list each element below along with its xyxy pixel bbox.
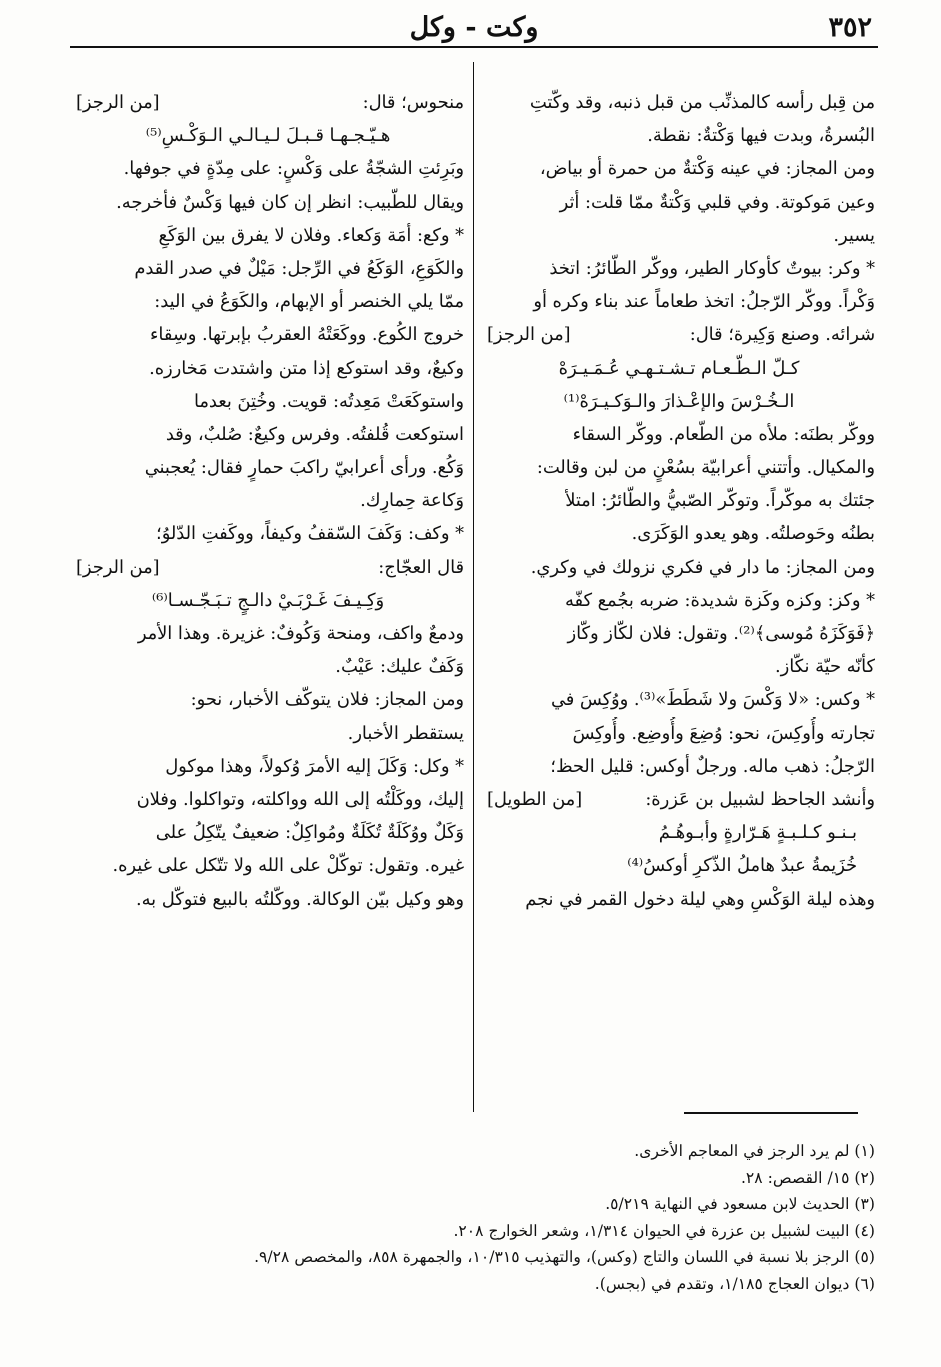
line-text: وَكَلٌ ووُكَلَةٌ تُكَلَةٌ ومُواكِلٌ: ضعيفٌ يتّكِلُ على <box>155 822 464 844</box>
line-text: * وكس: «لا وَكْسَ ولا شَطَطَ»⁽³⁾. ووُكِسَ في <box>550 689 875 711</box>
text-line <box>72 650 464 683</box>
text-line <box>483 717 875 750</box>
line-text: وبَرِئتِ الشجّةُ على وَكْسٍ: على مِدّةٍ في جوفها. <box>123 158 464 180</box>
text-line <box>483 252 875 285</box>
line-text: والكَوَعِ، الوَكَعُ في الرِّجل: مَيْلٌ في صدر القدم <box>134 257 464 279</box>
line-text: وعين مَوكوتة. وفي قلبي وَكْتةٌ ممّا قلت: أثر <box>559 191 875 213</box>
line-text: وَكِـيـفَ غَـرْبَـيْ دالـجٍ تـبَـجّـسـا⁽⁶⁾ <box>151 589 385 611</box>
footnote-item: (٣) الحديث لابن مسعود في النهاية ٥/٢١٩. <box>605 1195 875 1214</box>
footnote-rule <box>684 1112 858 1114</box>
text-line <box>72 517 464 550</box>
text-line <box>72 883 464 916</box>
text-line <box>72 717 464 750</box>
line-text: * وكع: أمَة وَكعاء. وفلان لا يفرق بين الوَكَعِ <box>158 224 464 246</box>
text-line <box>483 451 875 484</box>
footnote-item: (٤) البيت لشبيل بن عزرة في الحيوان ١/٣١٤، وشعر الخوارج ٢٠٨. <box>453 1221 875 1240</box>
line-text: وَكُع. ورأى أعرابيّ راكبَ حمارٍ فقال: يُعجبني <box>144 457 464 479</box>
verse-line <box>72 584 464 617</box>
text-line <box>72 816 464 849</box>
text-line <box>483 418 875 451</box>
verse-line <box>483 352 875 385</box>
verse-line <box>483 816 875 849</box>
text-line <box>72 683 464 716</box>
line-text: ومن المجاز: فلان يتوكّف الأخبار، نحو: <box>190 689 464 711</box>
line-text: منحوس؛ قال: <box>362 92 464 113</box>
text-line <box>483 617 875 650</box>
line-text: وَكْراً. ووكّر الرّجلُ: اتخذ طعاماً عند بناء وكره أو <box>533 291 875 313</box>
page-header <box>70 8 878 48</box>
line-text: بطنُه وحَوصلتُه. وهو يعدو الوَكَرَى. <box>631 523 875 545</box>
line-text: شرائه. وصنع وَكِيرة؛ قال: <box>689 324 875 346</box>
line-text: جئتك به موكّراً. وتوكّر الصّبيُّ والطّائرُ: امتلأ <box>565 490 875 512</box>
text-line <box>72 783 464 816</box>
text-line <box>72 186 464 219</box>
line-text: وهو وكيل بيّن الوكالة. ووكّلتُه بالبيع فتوكّل به. <box>136 888 464 910</box>
text-line <box>72 352 464 385</box>
text-line <box>72 418 464 451</box>
line-text: ومن المجاز: في عينه وَكْتةٌ من حمرة أو بياض، <box>539 158 875 180</box>
line-text: ودمعٌ واكف، ومنحة وَكُوفٌ: غزيرة. وهذا الأمر <box>137 623 464 644</box>
text-line <box>483 750 875 783</box>
meter-label: [من الرجز] <box>487 324 571 346</box>
line-text: * وكل: وَكَلَ إليه الأمرَ وُكولاً، وهذا موكول <box>165 755 464 777</box>
right-column <box>483 86 875 916</box>
text-line <box>72 219 464 252</box>
meter-label: [من الطويل] <box>487 788 583 810</box>
text-line <box>483 883 875 916</box>
text-line <box>72 385 464 418</box>
line-text: وهذه ليلة الوَكْسِ وهي ليلة دخول القمر في نجم <box>525 888 875 910</box>
footnote-item: (٢) ١٥/ القصص: ٢٨. <box>740 1168 875 1187</box>
line-text: الـخُـرْسَ والإعْـذارَ والـوَكـيـرَهْ⁽¹⁾ <box>563 390 795 412</box>
text-line <box>72 318 464 351</box>
line-text: كـلّ الـطّـعـام تـشـتـهـي عُـمَـيـرَهْ <box>558 357 800 379</box>
line-text: * وكف: وَكَفَ السّقفُ وكيفاً، ووكَفتِ الدّلوُ؛ <box>156 523 464 545</box>
line-text: ومن المجاز: ما دار في فكري نزولك في وكري. <box>530 556 875 578</box>
verse-line <box>72 119 464 152</box>
line-text: غيره. وتقول: توكّلْ على الله ولا تتّكل على غيره. <box>112 855 464 877</box>
text-line <box>72 849 464 882</box>
page-number: ٣٥٢ <box>828 12 872 43</box>
text-line <box>72 252 464 285</box>
text-line <box>483 318 875 351</box>
line-text: بـنـو كـلـبـةٍ هَـرّارةٍ وأبـوهُـمُ <box>658 822 857 844</box>
footnote-item: (١) لم يرد الرجز في المعاجم الأخرى. <box>634 1142 875 1160</box>
text-line <box>483 285 875 318</box>
text-line <box>483 551 875 584</box>
text-line <box>483 86 875 119</box>
line-text: * وكر: بيوتٌ كأوكار الطير، ووكّر الطّائرُ: اتخذ <box>549 257 875 279</box>
line-text: خُزَيمةُ عبدٌ هاملُ الذّكرِ أوكسُ⁽⁴⁾ <box>627 855 857 877</box>
text-line <box>72 152 464 185</box>
line-text: استوكعت قُلفتُه. وفرس وكيعٌ: صُلبٌ، وقد <box>165 423 464 445</box>
meter-label: [من الرجز] <box>76 556 160 578</box>
line-text: وَكَفٌ عليك: عَيْبٌ. <box>335 656 464 678</box>
line-text: الرّجلُ: ذهب ماله. ورجلٌ أوكس: قليل الحظ؛ <box>550 755 875 777</box>
line-text: ووكّر بطنَه: ملأه من الطّعام. ووكّر السقاء <box>572 423 875 445</box>
meter-label: [من الرجز] <box>76 92 160 113</box>
running-title: وكت - وكل <box>409 12 539 43</box>
footnotes <box>75 1138 875 1298</box>
text-line <box>483 584 875 617</box>
text-line <box>483 517 875 550</box>
text-line <box>72 285 464 318</box>
footnote-item: (٦) ديوان العجاج ١/١٨٥، وتقدم في (بجس). <box>594 1274 875 1293</box>
line-text: خروج الكُوع. ووكَعَتْهُ العقربُ بإبرتها. وسِقاء <box>150 324 464 346</box>
line-text: وكيعٌ، وقد استوكع إذا متن واشتدت مَخارزه. <box>149 357 464 379</box>
line-text: ممّا يلي الخنصر أو الإبهام، والكَوَعُ في اليد: <box>154 291 464 313</box>
line-text: يسير. <box>833 224 875 246</box>
line-text: وَكاعة حِمارِك. <box>360 490 464 512</box>
text-line <box>483 783 875 816</box>
text-line <box>72 617 464 650</box>
line-text: ﴿فَوَكَزَهُ مُوسى﴾⁽²⁾. وتقول: فلان لكّاز وكّاز <box>567 623 875 644</box>
line-text: كأنّه حيّة نكّاز. <box>775 656 875 678</box>
text-line <box>483 484 875 517</box>
line-text: ويقال للطّبيب: انظر إن كان فيها وَكْسٌ فأخرجه. <box>116 191 464 213</box>
text-line <box>483 683 875 716</box>
text-line <box>483 152 875 185</box>
verse-line <box>483 385 875 418</box>
line-text: من قِبل رأسه كالمذنِّب من قبل ذنبه، وقد وكّتتِ <box>529 92 875 113</box>
text-line <box>72 451 464 484</box>
line-text: هـيّـجـهـا قـبـلَ لـيـالـي الـوَكْـسِ⁽⁵⁾ <box>145 125 391 147</box>
text-line <box>483 119 875 152</box>
text-line <box>72 750 464 783</box>
footnote-item: (٥) الرجز بلا نسبة في اللسان والتاج (وكس)، والتهذيب ١٠/٣١٥، والجمهرة ٨٥٨، والمخصص ٩/٢٨. <box>254 1248 875 1267</box>
line-text: وأنشد الجاحظ لشبيل بن عَزرة: <box>645 788 875 810</box>
line-text: قال العجّاج: <box>378 556 464 578</box>
line-text: والمكيال. وأتتني أعرابيّة بسُعْنٍ من لبن وقالت: <box>536 457 875 479</box>
line-text: البُسرةُ، وبدت فيها وَكْتةٌ: نقطة. <box>647 125 875 147</box>
line-text: تجارته وأُوكِسَ، نحو: وُضِعَ وأُوضِع. وأُوكِسَ <box>572 722 875 744</box>
line-text: يستقطر الأخبار. <box>347 722 464 744</box>
line-text: واستوكَعَتْ مَعِدتُه: قويت. وخُتِنَ بعدما <box>193 390 464 412</box>
line-text: * وكز: وكزه وكَزة شديدة: ضربه بجُمع كفّه <box>564 589 875 611</box>
text-line <box>72 86 464 119</box>
verse-line <box>483 849 875 882</box>
text-line <box>72 551 464 584</box>
line-text: إليك، ووكَلْتُه إلى الله وواكلته، وتواكلوا. وفلان <box>136 788 464 810</box>
column-divider <box>473 62 474 1112</box>
text-line <box>72 484 464 517</box>
text-line <box>483 186 875 219</box>
text-line <box>483 219 875 252</box>
text-line <box>483 650 875 683</box>
left-column <box>72 86 464 916</box>
